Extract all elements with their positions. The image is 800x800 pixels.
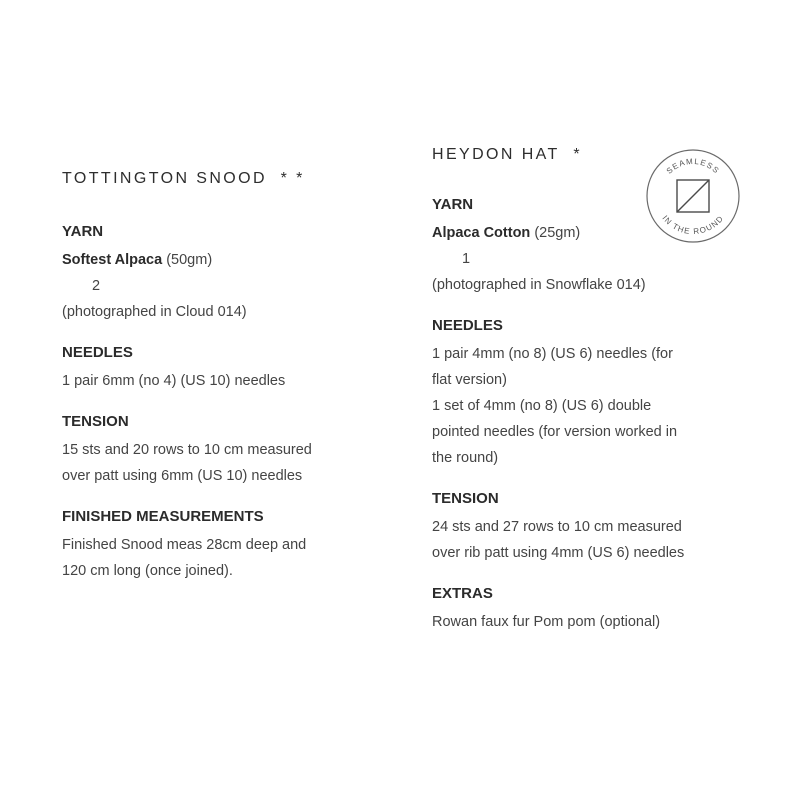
- finished-measurements-section: [62, 506, 392, 584]
- tension-heading: TENSION: [62, 413, 129, 430]
- yarn-section: [62, 221, 392, 325]
- needles-line: 1 pair 4mm (no 8) (US 6) needles (for: [432, 346, 673, 362]
- badge-diagonal: [677, 180, 709, 212]
- yarn-heading: YARN: [62, 223, 104, 240]
- yarn-quantity: 2: [92, 278, 101, 294]
- needles-section: [432, 315, 762, 471]
- tension-section: [62, 411, 392, 489]
- yarn-photographed: (photographed in Cloud 014): [62, 304, 247, 320]
- tension-heading: TENSION: [432, 490, 499, 507]
- needles-line: the round): [432, 450, 499, 466]
- difficulty-stars: * *: [280, 170, 305, 187]
- yarn-heading: YARN: [432, 196, 474, 213]
- yarn-name: Softest Alpaca: [62, 252, 163, 268]
- needles-heading: NEEDLES: [62, 344, 133, 361]
- needles-line: pointed needles (for version worked in: [432, 424, 678, 440]
- tension-line: 24 sts and 27 rows to 10 cm measured: [432, 519, 682, 535]
- yarn-photographed: (photographed in Snowflake 014): [432, 277, 646, 293]
- tension-section: [432, 488, 762, 566]
- yarn-weight: (25gm): [534, 225, 581, 241]
- tension-line: over rib patt using 4mm (US 6) needles: [432, 545, 685, 561]
- difficulty-stars: *: [573, 146, 583, 163]
- needles-line: 1 pair 6mm (no 4) (US 10) needles: [62, 373, 286, 389]
- yarn-quantity: 1: [462, 251, 471, 267]
- pattern-title-text: TOTTINGTON SNOOD: [62, 170, 267, 187]
- finished-measurements-heading: FINISHED MEASUREMENTS: [62, 508, 264, 525]
- tottington-snood-column: [62, 170, 392, 601]
- yarn-name: Alpaca Cotton: [432, 225, 531, 241]
- yarn-weight: (50gm): [166, 252, 213, 268]
- badge-bottom-text: IN THE ROUND: [660, 213, 726, 237]
- yarn-name-line: [62, 247, 392, 273]
- needles-section: [62, 342, 392, 394]
- badge-top-text: SEAMLESS: [664, 156, 722, 176]
- pattern-title: [62, 170, 392, 188]
- extras-line: Rowan faux fur Pom pom (optional): [432, 614, 661, 630]
- needles-line: 1 set of 4mm (no 8) (US 6) double: [432, 398, 652, 414]
- needles-heading: NEEDLES: [432, 317, 503, 334]
- needles-line: flat version): [432, 372, 507, 388]
- extras-heading: EXTRAS: [432, 585, 493, 602]
- finished-measurements-line: Finished Snood meas 28cm deep and: [62, 537, 307, 553]
- pattern-title-text: HEYDON HAT: [432, 146, 560, 163]
- tension-line: over patt using 6mm (US 10) needles: [62, 468, 303, 484]
- tension-line: 15 sts and 20 rows to 10 cm measured: [62, 442, 312, 458]
- extras-section: [432, 583, 762, 635]
- seamless-in-the-round-badge-icon: [645, 148, 741, 244]
- finished-measurements-line: 120 cm long (once joined).: [62, 563, 233, 579]
